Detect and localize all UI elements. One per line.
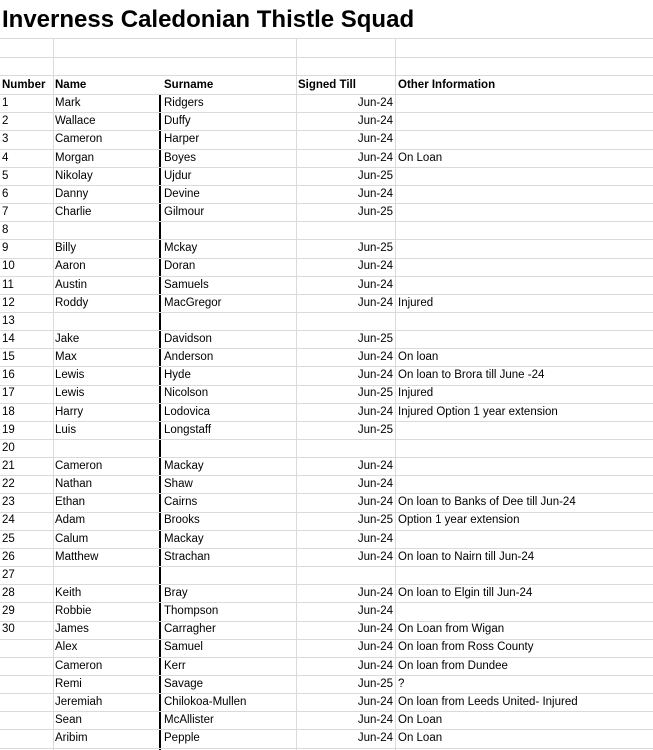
- cell-signed-till[interactable]: Jun-24: [357, 351, 393, 364]
- row-gridline: [0, 185, 653, 186]
- cell-surname[interactable]: Bray: [164, 586, 188, 599]
- table-row: [0, 203, 653, 221]
- cell-number[interactable]: 9: [2, 242, 9, 255]
- cell-name[interactable]: Luis: [55, 423, 77, 436]
- cell-signed-till[interactable]: [298, 312, 393, 330]
- cell-surname[interactable]: Anderson: [164, 351, 214, 364]
- cell-number[interactable]: 5: [2, 169, 9, 182]
- cell-name[interactable]: Roddy: [55, 296, 89, 309]
- cell-name[interactable]: Cameron: [55, 459, 103, 472]
- row-gridline: [0, 203, 653, 204]
- cell-number[interactable]: 13: [2, 314, 15, 327]
- table-row: [0, 312, 653, 330]
- cell-other-information[interactable]: [398, 276, 653, 294]
- cell-name[interactable]: [55, 439, 159, 457]
- row-gridline: [0, 312, 653, 313]
- cell-number[interactable]: 8: [2, 224, 9, 237]
- cell-other-information[interactable]: On Loan from Wigan: [398, 623, 505, 636]
- row-gridline: [0, 258, 653, 259]
- cell-name[interactable]: Cameron: [55, 659, 103, 672]
- table-row: [0, 657, 653, 675]
- cell-number[interactable]: 11: [2, 278, 14, 291]
- header-name[interactable]: Name: [55, 79, 87, 91]
- cell-other-information[interactable]: [398, 457, 653, 475]
- cell-signed-till[interactable]: Jun-25: [357, 677, 393, 690]
- table-row: [0, 620, 653, 638]
- cell-signed-till[interactable]: Jun-24: [357, 405, 393, 418]
- cell-signed-till[interactable]: [298, 439, 393, 457]
- row-gridline: [0, 657, 653, 658]
- header-other-information[interactable]: Other Information: [398, 79, 496, 91]
- cell-other-information[interactable]: [398, 421, 653, 439]
- table-row: [0, 729, 653, 747]
- table-row: [0, 511, 653, 529]
- row-gridline: [0, 693, 653, 694]
- row-gridline: [0, 149, 653, 150]
- cell-other-information[interactable]: Option 1 year extension: [398, 514, 520, 527]
- table-row: [0, 584, 653, 602]
- row-gridline: [0, 748, 653, 749]
- cell-number[interactable]: 15: [2, 351, 15, 364]
- cell-name[interactable]: Cameron: [55, 133, 103, 146]
- cell-number[interactable]: 21: [2, 459, 15, 472]
- table-row: [0, 475, 653, 493]
- table-row: [0, 276, 653, 294]
- row-gridline: [0, 94, 653, 95]
- table-row: [0, 711, 653, 729]
- cell-name[interactable]: Calum: [55, 532, 89, 545]
- cell-number[interactable]: 22: [2, 478, 15, 491]
- row-gridline: [0, 385, 653, 386]
- table-row: [0, 675, 653, 693]
- cell-number[interactable]: 17: [2, 387, 15, 400]
- sheet-title[interactable]: Inverness Caledonian Thistle Squad: [2, 6, 415, 33]
- header-number[interactable]: Number: [2, 79, 46, 91]
- cell-number[interactable]: 27: [2, 568, 15, 581]
- row-gridline: [0, 639, 653, 640]
- table-row: [0, 257, 653, 275]
- cell-signed-till[interactable]: Jun-24: [357, 713, 393, 726]
- cell-other-information[interactable]: [398, 312, 653, 330]
- row-gridline: [0, 711, 653, 712]
- row-gridline: [0, 330, 653, 331]
- cell-signed-till[interactable]: Jun-24: [357, 586, 393, 599]
- cell-name[interactable]: Nikolay: [55, 169, 93, 182]
- table-row: [0, 221, 653, 239]
- cell-surname[interactable]: Harper: [164, 133, 200, 146]
- cell-signed-till[interactable]: Jun-25: [357, 514, 393, 527]
- cell-number[interactable]: 12: [2, 296, 15, 309]
- cell-signed-till[interactable]: Jun-24: [357, 369, 393, 382]
- cell-number[interactable]: [2, 693, 52, 711]
- table-row: [0, 530, 653, 548]
- cell-name[interactable]: Lewis: [55, 387, 85, 400]
- row-gridline: [0, 130, 653, 131]
- cell-signed-till[interactable]: Jun-24: [357, 278, 393, 291]
- cell-signed-till[interactable]: Jun-24: [357, 151, 393, 164]
- row-gridline: [0, 548, 653, 549]
- cell-number[interactable]: 7: [2, 205, 9, 218]
- cell-surname[interactable]: MacGregor: [164, 296, 222, 309]
- cell-other-information[interactable]: On loan to Banks of Dee till Jun-24: [398, 496, 576, 509]
- cell-signed-till[interactable]: Jun-25: [357, 205, 393, 218]
- squad-table: [0, 76, 653, 747]
- cell-other-information[interactable]: [398, 530, 653, 548]
- cell-other-information[interactable]: [398, 566, 653, 584]
- row-gridline: [0, 421, 653, 422]
- cell-number[interactable]: 3: [2, 133, 9, 146]
- cell-number[interactable]: [2, 675, 52, 693]
- cell-surname[interactable]: Doran: [164, 260, 196, 273]
- cell-number[interactable]: [2, 638, 52, 656]
- row-gridline: [0, 294, 653, 295]
- row-gridline: [0, 493, 653, 494]
- table-row: [0, 94, 653, 112]
- row-gridline: [0, 584, 653, 585]
- row-gridline: [0, 276, 653, 277]
- row-gridline: [0, 457, 653, 458]
- header-surname[interactable]: Surname: [164, 79, 214, 91]
- cell-other-information[interactable]: On loan to Nairn till Jun-24: [398, 550, 535, 563]
- cell-surname[interactable]: Mackay: [164, 532, 204, 545]
- cell-name[interactable]: Ethan: [55, 496, 86, 509]
- cell-other-information[interactable]: Injured: [398, 387, 434, 400]
- header-row: [0, 76, 653, 94]
- table-row: [0, 566, 653, 584]
- cell-other-information[interactable]: On loan from Dundee: [398, 659, 508, 672]
- cell-signed-till[interactable]: Jun-25: [357, 332, 393, 345]
- cell-number[interactable]: 23: [2, 496, 15, 509]
- cell-signed-till[interactable]: Jun-25: [357, 423, 393, 436]
- row-gridline: [0, 112, 653, 113]
- cell-number[interactable]: 10: [2, 260, 15, 273]
- cell-signed-till[interactable]: Jun-24: [357, 605, 393, 618]
- cell-signed-till[interactable]: Jun-25: [357, 242, 393, 255]
- cell-number[interactable]: 24: [2, 514, 15, 527]
- cell-name[interactable]: Billy: [55, 242, 77, 255]
- cell-other-information[interactable]: On Loan: [398, 713, 443, 726]
- cell-number[interactable]: [2, 729, 52, 747]
- cell-name[interactable]: Lewis: [55, 369, 85, 382]
- row-gridline: [0, 221, 653, 222]
- cell-surname[interactable]: Kerr: [164, 659, 186, 672]
- cell-signed-till[interactable]: Jun-24: [357, 695, 393, 708]
- cell-surname[interactable]: Mackay: [164, 459, 204, 472]
- cell-signed-till[interactable]: [298, 221, 393, 239]
- table-row: [0, 112, 653, 130]
- row-gridline: [0, 621, 653, 622]
- cell-surname[interactable]: McAllister: [164, 713, 214, 726]
- cell-surname[interactable]: Ridgers: [164, 97, 204, 110]
- cell-name[interactable]: Wallace: [55, 115, 96, 128]
- cell-name[interactable]: [55, 312, 159, 330]
- cell-surname[interactable]: [164, 312, 296, 330]
- cell-number[interactable]: 1: [2, 97, 9, 110]
- table-row: [0, 421, 653, 439]
- cell-surname[interactable]: [164, 439, 296, 457]
- cell-signed-till[interactable]: Jun-24: [357, 260, 393, 273]
- cell-name[interactable]: [55, 221, 159, 239]
- cell-other-information[interactable]: On loan to Elgin till Jun-24: [398, 586, 533, 599]
- row-gridline: [0, 439, 653, 440]
- cell-signed-till[interactable]: Jun-25: [357, 387, 393, 400]
- cell-other-information[interactable]: [398, 239, 653, 257]
- cell-other-information[interactable]: [398, 439, 653, 457]
- cell-surname[interactable]: Cairns: [164, 496, 198, 509]
- table-row: [0, 130, 653, 148]
- cell-other-information[interactable]: On loan from Leeds United- Injured: [398, 695, 578, 708]
- cell-surname[interactable]: [164, 566, 296, 584]
- cell-surname[interactable]: Devine: [164, 187, 200, 200]
- cell-other-information[interactable]: Injured: [398, 296, 434, 309]
- cell-name[interactable]: Danny: [55, 187, 89, 200]
- cell-number[interactable]: 25: [2, 532, 15, 545]
- cell-name[interactable]: Adam: [55, 514, 86, 527]
- cell-surname[interactable]: Pepple: [164, 732, 200, 745]
- table-row: [0, 185, 653, 203]
- cell-other-information[interactable]: [398, 330, 653, 348]
- cell-surname[interactable]: Lodovica: [164, 405, 211, 418]
- row-gridline: [0, 167, 653, 168]
- cell-name[interactable]: Remi: [55, 677, 82, 690]
- cell-surname[interactable]: Savage: [164, 677, 204, 690]
- cell-name[interactable]: Sean: [55, 713, 82, 726]
- cell-number[interactable]: 4: [2, 151, 9, 164]
- row-gridline: [0, 602, 653, 603]
- cell-signed-till[interactable]: Jun-24: [357, 623, 393, 636]
- cell-name[interactable]: Austin: [55, 278, 87, 291]
- cell-surname[interactable]: Shaw: [164, 478, 193, 491]
- table-row: [0, 638, 653, 656]
- cell-signed-till[interactable]: Jun-24: [357, 115, 393, 128]
- cell-number[interactable]: 26: [2, 550, 15, 563]
- cell-surname[interactable]: Ujdur: [164, 169, 192, 182]
- cell-signed-till[interactable]: Jun-24: [357, 732, 393, 745]
- cell-number[interactable]: 6: [2, 187, 9, 200]
- cell-number[interactable]: 28: [2, 586, 15, 599]
- table-row: [0, 439, 653, 457]
- table-row: [0, 493, 653, 511]
- table-row: [0, 167, 653, 185]
- cell-other-information[interactable]: Injured Option 1 year extension: [398, 405, 558, 418]
- cell-name[interactable]: Nathan: [55, 478, 93, 491]
- cell-number[interactable]: [2, 711, 52, 729]
- cell-number[interactable]: [2, 657, 52, 675]
- cell-name[interactable]: Robbie: [55, 605, 92, 618]
- cell-surname[interactable]: Hyde: [164, 369, 191, 382]
- cell-surname[interactable]: Boyes: [164, 151, 196, 164]
- cell-other-information[interactable]: [398, 221, 653, 239]
- table-row: [0, 693, 653, 711]
- table-row: [0, 330, 653, 348]
- cell-name[interactable]: Mark: [55, 97, 81, 110]
- cell-other-information[interactable]: ?: [398, 677, 405, 690]
- table-row: [0, 457, 653, 475]
- cell-signed-till[interactable]: Jun-24: [357, 296, 393, 309]
- cell-other-information[interactable]: On loan to Brora till June -24: [398, 369, 545, 382]
- row-gridline: [0, 675, 653, 676]
- cell-surname[interactable]: Longstaff: [164, 423, 212, 436]
- cell-name[interactable]: Aaron: [55, 260, 86, 273]
- cell-signed-till[interactable]: Jun-24: [357, 187, 393, 200]
- cell-name[interactable]: Matthew: [55, 550, 99, 563]
- cell-number[interactable]: 19: [2, 423, 15, 436]
- cell-signed-till[interactable]: Jun-25: [357, 169, 393, 182]
- cell-surname[interactable]: [164, 221, 296, 239]
- cell-signed-till[interactable]: Jun-24: [357, 641, 393, 654]
- cell-number[interactable]: 16: [2, 369, 15, 382]
- cell-name[interactable]: Jake: [55, 332, 80, 345]
- cell-surname[interactable]: Strachan: [164, 550, 211, 563]
- cell-surname[interactable]: Samuels: [164, 278, 209, 291]
- cell-other-information[interactable]: [398, 167, 653, 185]
- row-gridline: [0, 403, 653, 404]
- cell-name[interactable]: Morgan: [55, 151, 94, 164]
- table-row: [0, 348, 653, 366]
- cell-number[interactable]: 2: [2, 115, 9, 128]
- table-row: [0, 548, 653, 566]
- table-row: [0, 403, 653, 421]
- cell-signed-till[interactable]: Jun-24: [357, 478, 393, 491]
- cell-name[interactable]: Alex: [55, 641, 78, 654]
- cell-surname[interactable]: Carragher: [164, 623, 216, 636]
- cell-other-information[interactable]: [398, 475, 653, 493]
- row-gridline: [0, 530, 653, 531]
- cell-surname[interactable]: Brooks: [164, 514, 200, 527]
- cell-signed-till[interactable]: Jun-24: [357, 133, 393, 146]
- cell-signed-till[interactable]: Jun-24: [357, 659, 393, 672]
- cell-other-information[interactable]: [398, 112, 653, 130]
- cell-name[interactable]: Harry: [55, 405, 84, 418]
- cell-name[interactable]: Max: [55, 351, 77, 364]
- cell-surname[interactable]: Davidson: [164, 332, 212, 345]
- table-row: [0, 294, 653, 312]
- cell-other-information[interactable]: [398, 130, 653, 148]
- cell-name[interactable]: Jeremiah: [55, 695, 103, 708]
- cell-signed-till[interactable]: Jun-24: [357, 459, 393, 472]
- cell-number[interactable]: 20: [2, 441, 15, 454]
- cell-signed-till[interactable]: Jun-24: [357, 532, 393, 545]
- cell-number[interactable]: 29: [2, 605, 15, 618]
- cell-name[interactable]: Keith: [55, 586, 82, 599]
- cell-number[interactable]: 30: [2, 623, 15, 636]
- row-gridline: [0, 239, 653, 240]
- cell-other-information[interactable]: On loan from Ross County: [398, 641, 534, 654]
- row-gridline: [0, 475, 653, 476]
- cell-other-information[interactable]: [398, 185, 653, 203]
- cell-other-information[interactable]: [398, 602, 653, 620]
- cell-other-information[interactable]: [398, 203, 653, 221]
- cell-signed-till[interactable]: Jun-24: [357, 97, 393, 110]
- table-row: [0, 384, 653, 402]
- cell-surname[interactable]: Samuel: [164, 641, 203, 654]
- table-row: [0, 602, 653, 620]
- cell-other-information[interactable]: On loan: [398, 351, 439, 364]
- cell-surname[interactable]: Thompson: [164, 605, 219, 618]
- cell-signed-till[interactable]: Jun-24: [357, 550, 393, 563]
- cell-signed-till[interactable]: [298, 566, 393, 584]
- cell-surname[interactable]: Mckay: [164, 242, 198, 255]
- cell-surname[interactable]: Chilokoa-Mullen: [164, 695, 247, 708]
- cell-number[interactable]: 18: [2, 405, 15, 418]
- table-row: [0, 149, 653, 167]
- row-gridline: [0, 566, 653, 567]
- row-gridline: [0, 348, 653, 349]
- cell-name[interactable]: James: [55, 623, 89, 636]
- cell-name[interactable]: Charlie: [55, 205, 92, 218]
- row-gridline: [0, 512, 653, 513]
- cell-other-information[interactable]: On Loan: [398, 151, 443, 164]
- row-gridline: [0, 729, 653, 730]
- row-gridline: [0, 366, 653, 367]
- cell-signed-till[interactable]: Jun-24: [357, 496, 393, 509]
- cell-surname[interactable]: Nicolson: [164, 387, 209, 400]
- cell-name[interactable]: Aribim: [55, 732, 88, 745]
- cell-surname[interactable]: Gilmour: [164, 205, 205, 218]
- cell-other-information[interactable]: [398, 94, 653, 112]
- cell-other-information[interactable]: On Loan: [398, 732, 443, 745]
- table-row: [0, 366, 653, 384]
- cell-other-information[interactable]: [398, 257, 653, 275]
- cell-number[interactable]: 14: [2, 332, 15, 345]
- cell-surname[interactable]: Duffy: [164, 115, 191, 128]
- table-row: [0, 239, 653, 257]
- header-signed-till[interactable]: Signed Till: [298, 79, 356, 91]
- cell-name[interactable]: [55, 566, 159, 584]
